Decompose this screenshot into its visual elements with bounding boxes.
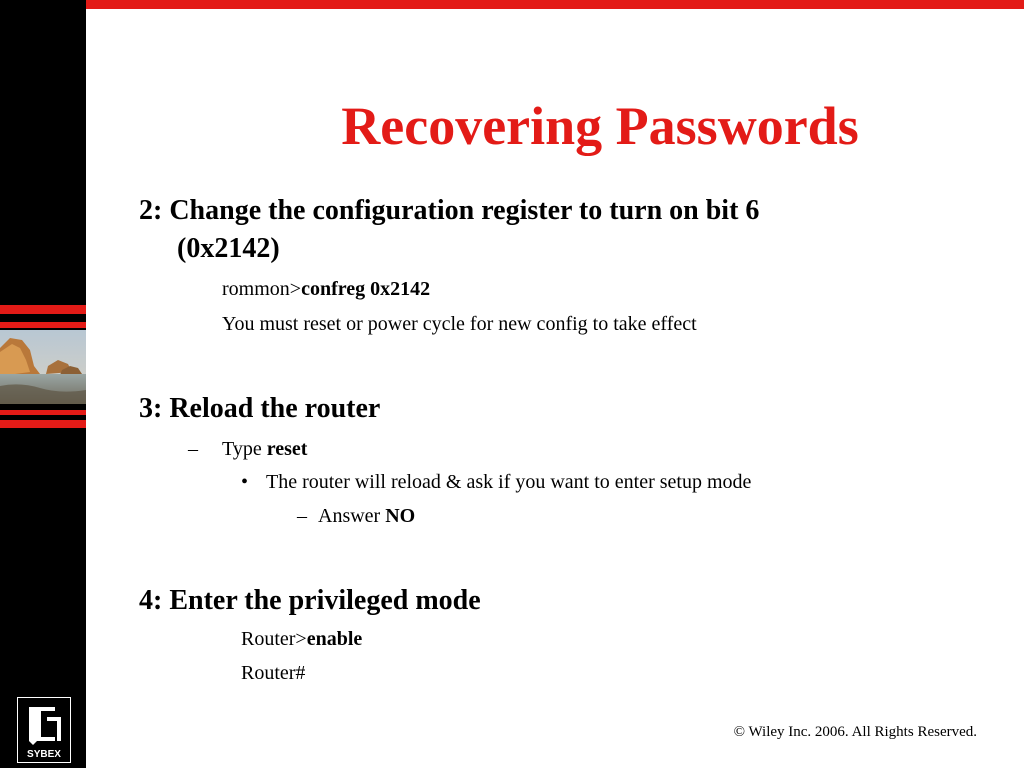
bullet-marker: •: [241, 471, 249, 493]
dash-marker: –: [188, 438, 198, 460]
reload-note: The router will reload & ask if you want to enter setup mode: [266, 471, 752, 493]
command: enable: [306, 628, 363, 650]
prompt: Router>: [241, 628, 307, 650]
type-reset-item: [222, 437, 307, 461]
command: NO: [385, 505, 416, 527]
item-text: Type: [222, 438, 267, 460]
copyright-footer: © Wiley Inc. 2006. All Rights Reserved.: [733, 724, 977, 740]
enable-command-line: [241, 627, 362, 651]
svg-text:SYBEX: SYBEX: [27, 749, 61, 760]
step-4-heading: 4: Enter the privileged mode: [139, 585, 481, 616]
step-2-heading-cont: (0x2142): [177, 233, 280, 264]
sidebar-coast-photo: [0, 330, 86, 404]
sidebar-stripe: [0, 322, 86, 328]
sybex-logo: [17, 697, 71, 763]
answer-no-item: [318, 504, 415, 528]
prompt: rommon>: [222, 278, 302, 300]
slide-title: Recovering Passwords: [341, 96, 859, 156]
item-text: Answer: [318, 505, 386, 527]
dash-marker: –: [297, 505, 307, 527]
sidebar-stripe: [0, 420, 86, 428]
rommon-command-line: [222, 277, 430, 301]
step-2-heading: 2: Change the configuration register to turn on bit 6: [139, 195, 760, 226]
command: confreg 0x2142: [301, 278, 431, 300]
sidebar-stripe: [0, 410, 86, 415]
top-accent-bar: [0, 0, 1024, 9]
step-3-heading: 3: Reload the router: [139, 393, 381, 424]
privileged-prompt: Router#: [241, 662, 306, 684]
command: reset: [266, 438, 308, 460]
sidebar-stripe: [0, 305, 86, 314]
reset-note: You must reset or power cycle for new config to take effect: [222, 313, 697, 335]
